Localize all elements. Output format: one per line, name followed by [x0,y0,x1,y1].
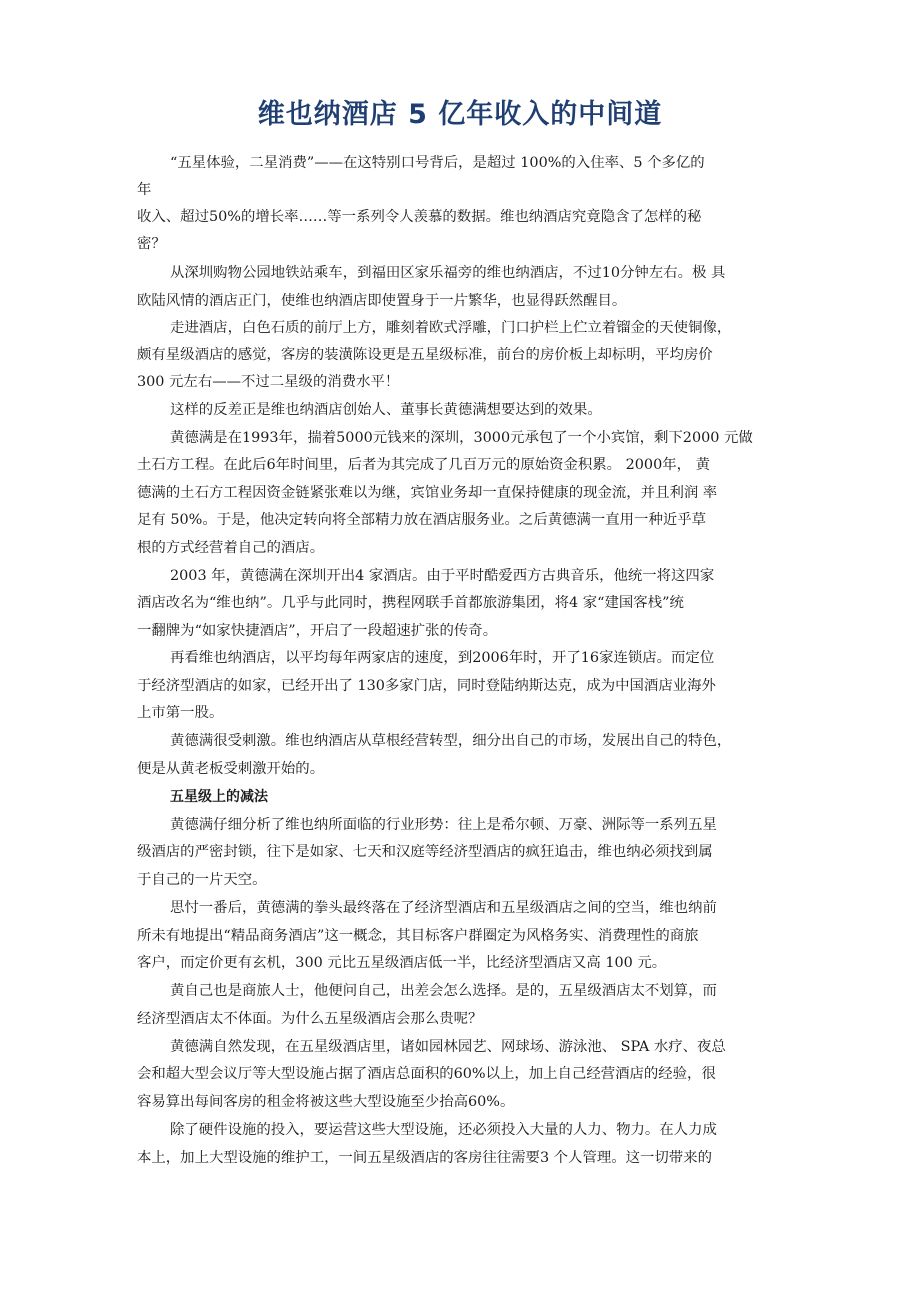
text-line: 密？ [137,236,166,252]
text-line: 土石方工程。在此后6年时间里，后者为其完成了几百万元的原始资金积累。 2000年， 黄 [137,457,710,473]
text-line: 便是从黄老板受刺激开始的。 [137,761,325,777]
text-line: 走进酒店，白色石质的前厅上方，雕刻着欧式浮雕，门口护栏上伫立着镏金的天使铜像， [170,320,732,336]
text-line: 黄德满是在1993年，揣着5000元钱来的深圳，3000元承包了一个小宾馆，剩下2000 元做 [170,430,753,446]
text-line: 2003 年，黄德满在深圳开出4 家酒店。由于平时酷爱西方古典音乐，他统一将这四家 [170,568,715,584]
text-line: 思忖一番后，黄德满的拳头最终落在了经济型酒店和五星级酒店之间的空当，维也纳前 [170,900,717,916]
text-line: 黄自己也是商旅人士，他便问自己，出差会怎么选择。是的，五星级酒店太不划算，而 [170,983,717,999]
text-line: 所未有地提出“精品商务酒店”这一概念，其目标客户群圈定为风格务实、消费理性的商旅 [137,928,699,944]
text-line: 年 [137,182,152,198]
text-line: 本上，加上大型设施的维护工，一间五星级酒店的客房往往需要3 个人管理。这一切带来的 [137,1150,712,1166]
text-line: 容易算出每间客房的租金将被这些大型设施至少抬高60%。 [137,1094,515,1110]
text-line: “五星体验，二星消费”——在这特别口号背后，是超过 100%的入住率、5 个多亿的 [170,155,705,171]
section-heading: 五星级上的减法 [170,789,268,805]
text-line: 酒店改名为“维也纳”。几乎与此同时，携程网联手首都旅游集团，将4 家“建国客栈”统 [137,595,684,611]
text-line: 黄德满仔细分析了维也纳所面临的行业形势：往上是希尔顿、万豪、洲际等一系列五星 [170,817,717,833]
text-line: 这样的反差正是维也纳酒店创始人、董事长黄德满想要达到的效果。 [170,402,602,418]
text-line: 黄德满自然发现，在五星级酒店里，诸如园林园艺、网球场、游泳池、 SPA 水疗、夜总 [170,1039,726,1055]
text-line: 再看维也纳酒店，以平均每年两家店的速度，到2006年时，开了16家连锁店。而定位 [170,650,715,666]
text-line: 黄德满很受刺激。维也纳酒店从草根经营转型，细分出自己的市场，发展出自己的特色， [170,733,732,749]
page-title: 维也纳酒店 5 亿年收入的中间道 [257,99,663,130]
text-line: 级酒店的严密封锁，往下是如家、七天和汉庭等经济型酒店的疯狂追击，维也纳必须找到属 [137,844,713,860]
text-line: 上市第一股。 [137,705,224,721]
text-line: 于自己的一片天空。 [137,872,267,888]
text-line: 从深圳购物公园地铁站乘车，到福田区家乐福旁的维也纳酒店，不过10分钟左右。极 具 [170,265,726,281]
text-line: 足有 50%。于是，他决定转向将全部精力放在酒店服务业。之后黄德满一直用一种近乎草 [137,512,707,528]
text-line: 收入、超过50%的增长率……等一系列令人羡慕的数据。维也纳酒店究竟隐含了怎样的秘 [137,209,702,225]
text-line: 根的方式经营着自己的酒店。 [137,540,325,556]
text-line: 德满的土石方工程因资金链紧张难以为继，宾馆业务却一直保持健康的现金流，并且利润 率 [137,485,718,501]
text-line: 欧陆风情的酒店正门，使维也纳酒店即使置身于一片繁华，也显得跃然醒目。 [137,293,627,309]
text-line: 除了硬件设施的投入，要运营这些大型设施，还必须投入大量的人力、物力。在人力成 [170,1122,717,1138]
text-line: 300 元左右——不过二星级的消费水平！ [137,374,400,390]
text-line: 一翻牌为“如家快捷酒店”，开启了一段超速扩张的传奇。 [137,623,498,639]
text-line: 于经济型酒店的如家，已经开出了 130多家门店，同时登陆纳斯达克，成为中国酒店业海外 [137,678,716,694]
text-line: 会和超大型会议厅等大型设施占据了酒店总面积的60%以上，加上自己经营酒店的经验，很 [137,1066,716,1082]
text-line: 客户，而定价更有玄机，300 元比五星级酒店低一半，比经济型酒店又高 100 元。 [137,955,667,971]
text-line: 经济型酒店太不体面。为什么五星级酒店会那么贵呢？ [137,1011,483,1027]
text-line: 颇有星级酒店的感觉，客房的装潢陈设更是五星级标准，前台的房价板上却标明，平均房价 [137,347,713,363]
